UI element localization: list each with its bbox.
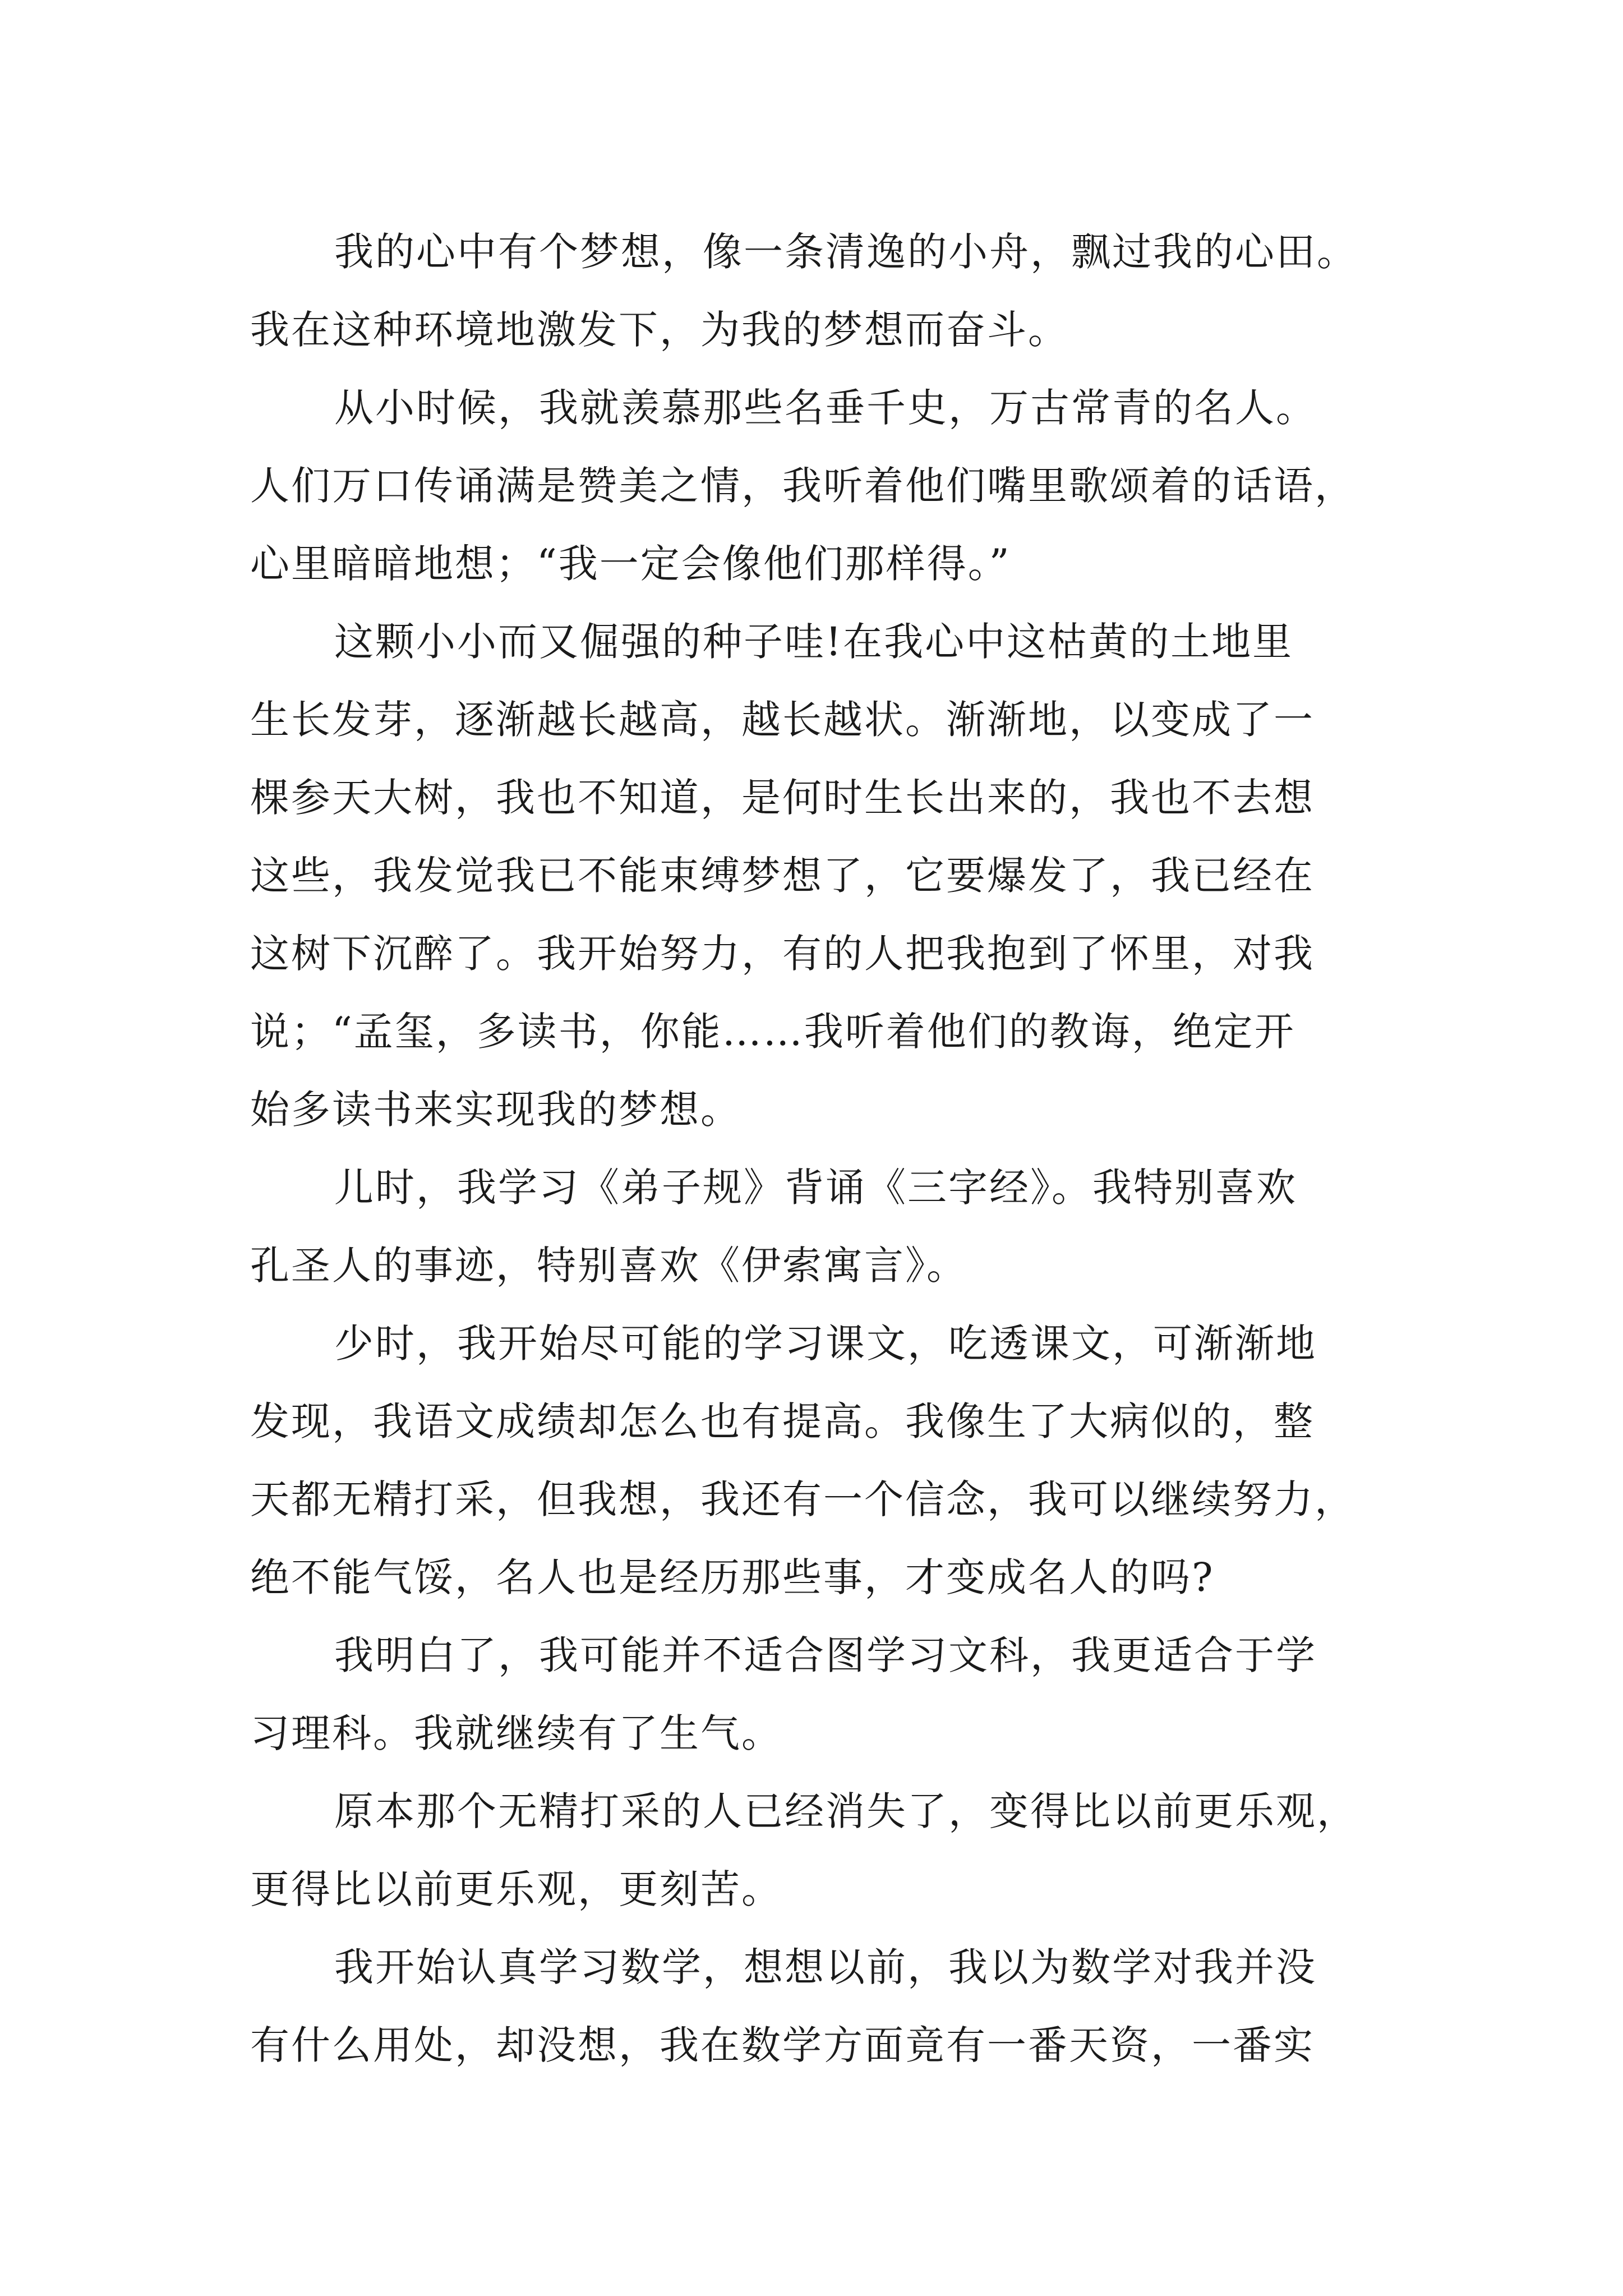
text-line: 生长发芽，逐渐越长越高，越长越状。渐渐地，以变成了一: [250, 697, 1315, 743]
text-line: 孔圣人的事迹，特别喜欢《伊索寓言》。: [250, 1243, 967, 1289]
paragraph: [250, 1305, 1380, 1617]
text-line: 这颗小小而又倔强的种子哇!在我心中这枯黄的土地里: [334, 619, 1294, 665]
text-line: 有什么用处，却没想，我在数学方面竟有一番天资，一番实: [250, 2022, 1315, 2068]
text-line: 更得比以前更乐观，更刻苦。: [250, 1866, 782, 1912]
paragraph: [250, 1929, 1380, 2085]
paragraph: [250, 1617, 1380, 1773]
text-line: 说；“孟玺，多读书，你能……我听着他们的教诲，绝定开: [250, 1009, 1295, 1055]
text-line: 我开始认真学习数学，想想以前，我以为数学对我并没: [334, 1944, 1317, 1990]
text-line: 这树下沉醉了。我开始努力，有的人把我抱到了怀里，对我: [250, 931, 1315, 977]
text-line: 人们万口传诵满是赞美之情，我听着他们嘴里歌颂着的话语，: [250, 463, 1355, 509]
paragraph: [250, 213, 1380, 369]
text-line: 少时，我开始尽可能的学习课文，吃透课文，可渐渐地: [334, 1320, 1317, 1366]
paragraph: [250, 1773, 1380, 1929]
text-line: 始多读书来实现我的梦想。: [250, 1087, 741, 1133]
text-line: 原本那个无精打采的人已经消失了，变得比以前更乐观，: [334, 1788, 1358, 1834]
text-line: 从小时候，我就羡慕那些名垂千史，万古常青的名人。: [334, 385, 1317, 431]
text-line: 这些，我发觉我已不能束缚梦想了，它要爆发了，我已经在: [250, 853, 1315, 899]
text-line: 习理科。我就继续有了生气。: [250, 1710, 782, 1756]
essay-body: [250, 213, 1380, 2085]
text-line: 我明白了，我可能并不适合图学习文科，我更适合于学: [334, 1632, 1317, 1678]
text-line: 儿时，我学习《弟子规》背诵《三字经》。我特别喜欢: [334, 1165, 1297, 1211]
paragraph: [250, 603, 1380, 1149]
text-line: 天都无精打采，但我想，我还有一个信念，我可以继续努力，: [250, 1476, 1355, 1522]
paragraph: [250, 369, 1380, 603]
text-line: 我的心中有个梦想，像一条清逸的小舟，飘过我的心田。: [334, 229, 1358, 275]
text-line: 绝不能气馁，名人也是经历那些事，才变成名人的吗?: [250, 1554, 1215, 1600]
text-line: 发现，我语文成绩却怎么也有提高。我像生了大病似的，整: [250, 1398, 1315, 1444]
text-line: 棵参天大树，我也不知道，是何时生长出来的，我也不去想: [250, 775, 1315, 821]
paragraph: [250, 1149, 1380, 1305]
text-line: 我在这种环境地激发下，为我的梦想而奋斗。: [250, 307, 1069, 353]
text-line: 心里暗暗地想；“我一定会像他们那样得。”: [250, 541, 1011, 587]
